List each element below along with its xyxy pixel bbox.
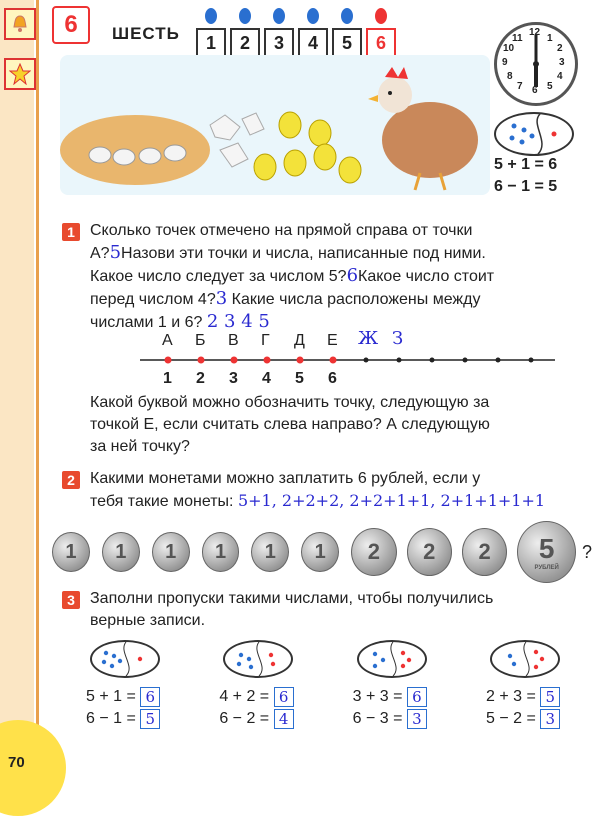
- task3-column: [486, 640, 596, 740]
- point-letter: Г: [261, 332, 270, 349]
- coin-2-rubles: 2: [462, 528, 507, 576]
- answer-box[interactable]: 3: [407, 709, 427, 729]
- text-line: Какое число следует за числом 5?6Какое число стоит: [90, 265, 495, 286]
- handwritten-answer: 3: [215, 288, 228, 309]
- coin-1-ruble: 1: [202, 532, 240, 572]
- point-number: 4: [262, 370, 271, 387]
- coin-1-ruble: 1: [152, 532, 190, 572]
- coin-value: 5: [538, 533, 555, 564]
- point-number: 1: [163, 370, 172, 387]
- coin-1-ruble: 1: [102, 532, 140, 572]
- dots-oval: [490, 640, 560, 678]
- number-box: 3: [264, 28, 294, 58]
- equation-row: 6 − 1 = 5: [86, 708, 196, 730]
- task3-columns: [86, 640, 596, 740]
- coins-row: [52, 520, 592, 584]
- task1-text: [90, 220, 590, 334]
- answer-box[interactable]: 5: [140, 709, 160, 729]
- clock-number: 10: [503, 43, 515, 54]
- answer-box[interactable]: 3: [540, 709, 560, 729]
- clock-number: 8: [507, 71, 513, 82]
- handwritten-answer: 2 3 4 5: [206, 311, 270, 332]
- text-line: за ней точку?: [90, 438, 190, 455]
- task2-text: [90, 468, 595, 513]
- point-number: 5: [295, 370, 304, 387]
- clock-number: 3: [559, 57, 565, 68]
- number-box: 4: [298, 28, 328, 58]
- clock-number: 2: [557, 43, 563, 54]
- clock-number: 5: [547, 81, 553, 92]
- clock-number: 1: [547, 33, 553, 44]
- clock: [494, 22, 578, 106]
- task3-column: [86, 640, 196, 740]
- point-letter: Б: [195, 332, 206, 349]
- answer-box[interactable]: 5: [540, 687, 560, 707]
- number-box-highlight: 6: [366, 28, 396, 58]
- equation-row: 5 + 1 = 6: [86, 686, 196, 708]
- equation: 6 − 1 = 5: [494, 178, 558, 195]
- answer-box[interactable]: 6: [274, 687, 294, 707]
- text-line: перед числом 4?3 Какие числа расположены между: [90, 288, 481, 309]
- handwritten-answer: 6: [346, 265, 359, 286]
- clock-number: 11: [512, 33, 523, 44]
- chapter-number: 6: [52, 6, 90, 44]
- text-line: Какими монетами можно заплатить 6 рублей, если у: [90, 470, 481, 487]
- page-number: 70: [8, 754, 25, 771]
- dots-oval: [90, 640, 160, 678]
- coin-2-rubles: 2: [407, 528, 452, 576]
- point-letter: В: [228, 332, 239, 349]
- task-number: 1: [62, 223, 80, 241]
- task-number: 2: [62, 471, 80, 489]
- text-line: тебя такие монеты: 5+1, 2+2+2, 2+2+1+1, 2+1+1+1+1: [90, 491, 546, 510]
- text-line: числами 1 и 6? 2 3 4 5: [90, 311, 270, 332]
- coin-1-ruble: 1: [52, 532, 90, 572]
- coin-5-rubles: [517, 521, 576, 583]
- text-line: точкой Е, если считать слева направо? А следующую: [90, 416, 490, 433]
- dots-oval: [223, 640, 293, 678]
- equation: 5 + 1 = 6: [494, 156, 558, 173]
- text-line: Какой буквой можно обозначить точку, следующую за: [90, 394, 490, 411]
- task3-column: [219, 640, 329, 740]
- task-number: 3: [62, 591, 80, 609]
- clock-number: 9: [502, 57, 508, 68]
- coin-2-rubles: 2: [351, 528, 396, 576]
- equation-row: 3 + 3 = 6: [353, 686, 463, 708]
- point-letter: А: [162, 332, 173, 349]
- point-letter: Е: [327, 332, 338, 349]
- margin-line: [36, 0, 39, 789]
- coin-1-ruble: 1: [301, 532, 339, 572]
- task3-text: [90, 588, 590, 632]
- clock-number: 4: [557, 71, 563, 82]
- clock-number: 7: [517, 81, 523, 92]
- equation-row: 4 + 2 = 6: [219, 686, 329, 708]
- question-mark: ?: [582, 542, 593, 562]
- equation-row: 6 − 2 = 4: [219, 708, 329, 730]
- handwritten-answer: 5+1, 2+2+2, 2+2+1+1, 2+1+1+1+1: [237, 491, 546, 510]
- point-number: 2: [196, 370, 205, 387]
- point-number: 6: [328, 370, 337, 387]
- number-box: 5: [332, 28, 362, 58]
- text-line: Заполни пропуски такими числами, чтобы получились: [90, 590, 494, 607]
- point-number: 3: [229, 370, 238, 387]
- coin-label: РУБЛЕЙ: [534, 565, 559, 571]
- number-word: ШЕСТЬ: [112, 24, 180, 43]
- equation-row: 2 + 3 = 5: [486, 686, 596, 708]
- task3-column: [353, 640, 463, 740]
- point-letter: Д: [294, 332, 305, 349]
- clock-number: 6: [532, 85, 538, 96]
- handwritten-answer: 5: [109, 242, 122, 263]
- equation-row: 5 − 2 = 3: [486, 708, 596, 730]
- bell-icon: [4, 8, 36, 40]
- number-line: [140, 330, 560, 390]
- handwritten-answer: Ж: [358, 328, 379, 349]
- equation-row: 6 − 3 = 3: [353, 708, 463, 730]
- coin-1-ruble: 1: [251, 532, 289, 572]
- answer-box[interactable]: 4: [274, 709, 294, 729]
- dots-oval: [357, 640, 427, 678]
- star-icon: [4, 58, 36, 90]
- left-margin-stripe: [0, 0, 34, 789]
- text-line: Сколько точек отмечено на прямой справа от точки: [90, 222, 473, 239]
- number-box: 2: [230, 28, 260, 58]
- answer-box[interactable]: 6: [407, 687, 427, 707]
- hen-chicks-illustration: [60, 55, 490, 195]
- number-box: 1: [196, 28, 226, 58]
- handwritten-answer: З: [392, 328, 404, 349]
- number-boxes: [196, 28, 400, 58]
- task1-question: [90, 392, 590, 458]
- text-line: А?5Назови эти точки и числа, написанные под ними.: [90, 242, 486, 263]
- clock-number: 12: [529, 27, 541, 38]
- answer-box[interactable]: 6: [140, 687, 160, 707]
- text-line: верные записи.: [90, 612, 206, 629]
- dots-oval: [494, 112, 574, 156]
